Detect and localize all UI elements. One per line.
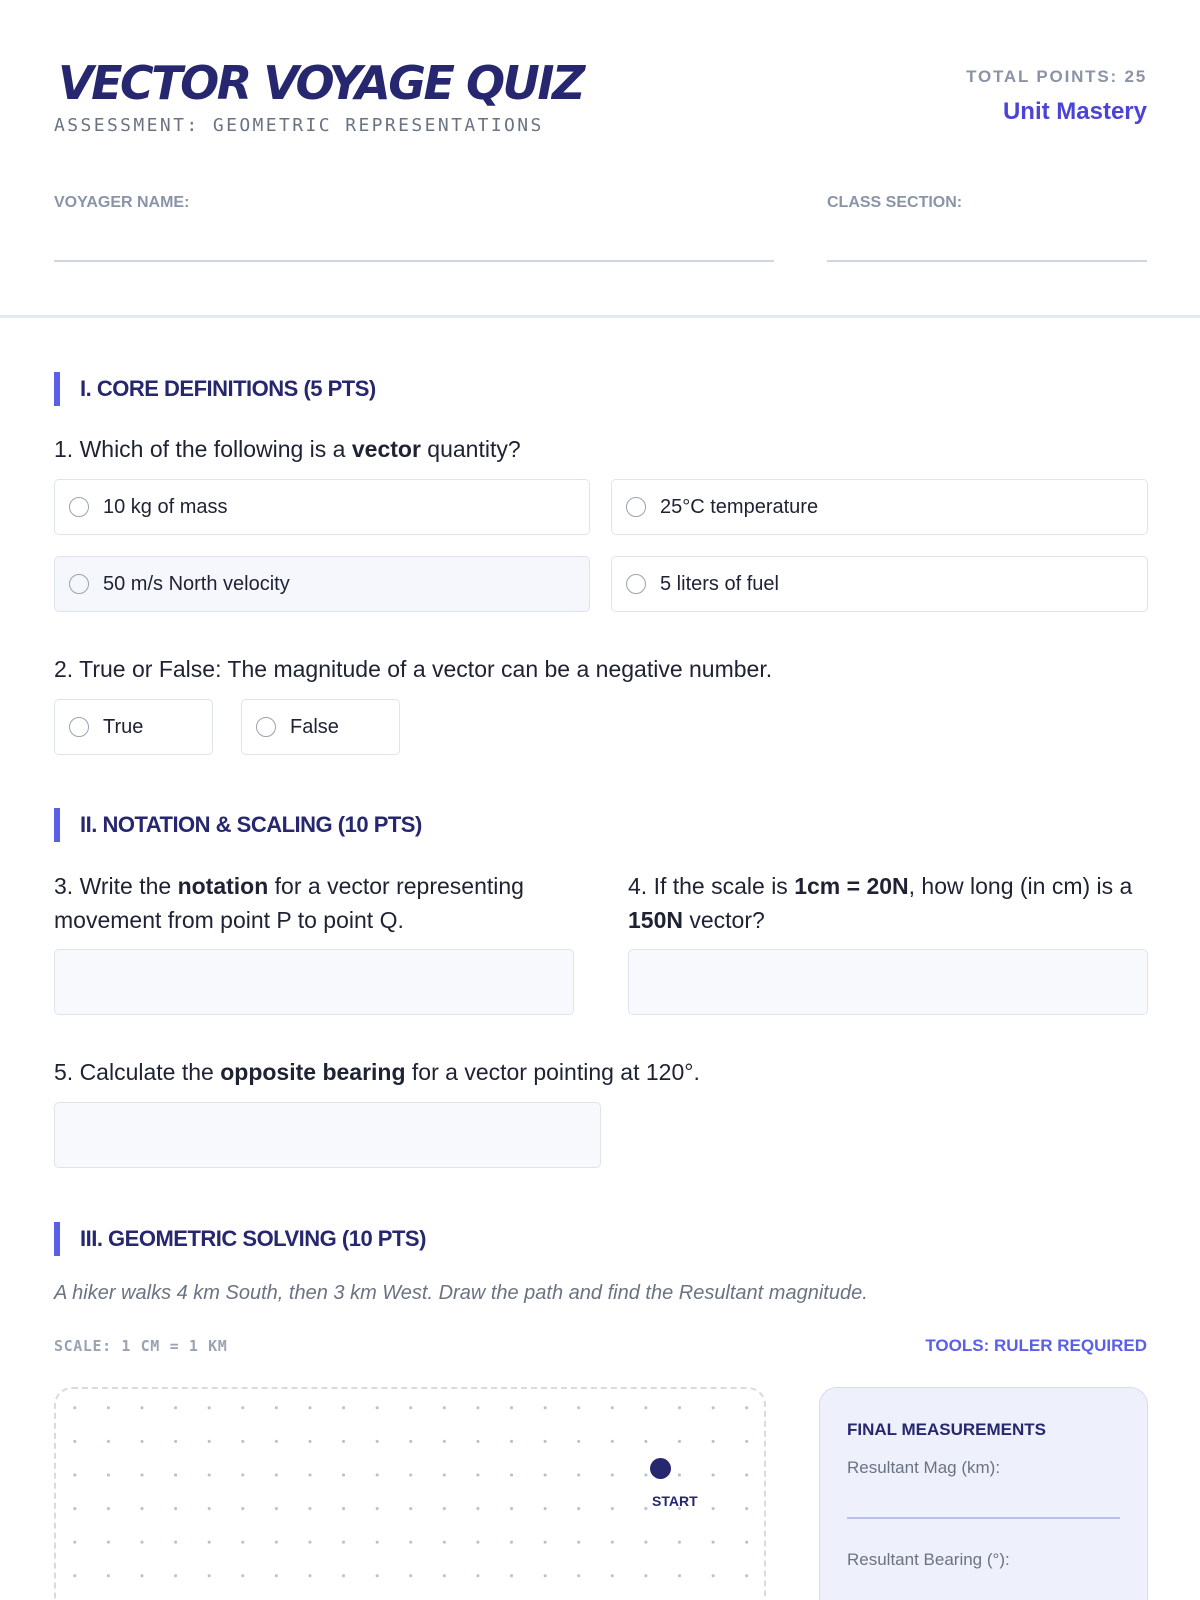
question-2: 2. True or False: The magnitude of a vector can be a negative number. bbox=[54, 656, 773, 682]
resultant-bearing-label: Resultant Bearing (°): bbox=[847, 1550, 1010, 1569]
q1-option-d[interactable] bbox=[611, 556, 1148, 612]
option-label: False bbox=[290, 715, 339, 738]
final-measurements-title: FINAL MEASUREMENTS bbox=[847, 1420, 1046, 1439]
class-section-field[interactable] bbox=[827, 260, 1147, 262]
resultant-magnitude-field[interactable] bbox=[847, 1517, 1120, 1519]
option-label: 25°C temperature bbox=[660, 495, 819, 518]
radio-button[interactable] bbox=[256, 717, 276, 737]
radio-button[interactable] bbox=[69, 574, 89, 594]
option-label: True bbox=[103, 715, 144, 738]
total-points: TOTAL POINTS: 25 bbox=[966, 67, 1147, 86]
resultant-magnitude-label: Resultant Mag (km): bbox=[847, 1458, 1001, 1477]
section-heading-geometric-solving: III. GEOMETRIC SOLVING (10 PTS) bbox=[54, 1222, 426, 1256]
radio-button[interactable] bbox=[69, 497, 89, 517]
quiz-subtitle: ASSESSMENT: GEOMETRIC REPRESENTATIONS bbox=[54, 115, 544, 136]
voyager-name-field[interactable] bbox=[54, 260, 774, 262]
q2-option-true[interactable] bbox=[54, 699, 213, 755]
q1-option-b[interactable] bbox=[611, 479, 1148, 535]
quiz-header bbox=[0, 0, 1200, 318]
section-heading-core-definitions: I. CORE DEFINITIONS (5 PTS) bbox=[54, 372, 376, 406]
question-5: 5. Calculate the opposite bearing for a vector pointing at 120°. bbox=[54, 1059, 700, 1085]
q4-answer-input[interactable] bbox=[628, 949, 1148, 1015]
radio-button[interactable] bbox=[69, 717, 89, 737]
radio-button[interactable] bbox=[626, 497, 646, 517]
q1-option-c[interactable] bbox=[54, 556, 590, 612]
option-label: 10 kg of mass bbox=[103, 495, 228, 518]
start-point-marker bbox=[650, 1458, 671, 1479]
scale-note: SCALE: 1 CM = 1 KM bbox=[54, 1337, 228, 1355]
tools-note: TOOLS: RULER REQUIRED bbox=[925, 1336, 1147, 1355]
question-3: 3. Write the notation for a vector representing movement from point P to point Q. bbox=[54, 873, 524, 933]
radio-button[interactable] bbox=[626, 574, 646, 594]
final-measurements-panel bbox=[819, 1387, 1148, 1600]
option-label: 50 m/s North velocity bbox=[103, 572, 290, 595]
start-label: START bbox=[652, 1493, 698, 1509]
q2-option-false[interactable] bbox=[241, 699, 400, 755]
class-section-label: CLASS SECTION: bbox=[827, 194, 963, 211]
section-heading-notation-scaling: II. NOTATION & SCALING (10 PTS) bbox=[54, 808, 422, 842]
option-label: 5 liters of fuel bbox=[660, 572, 779, 595]
unit-mastery-label: Unit Mastery bbox=[1002, 98, 1147, 125]
q3-answer-input[interactable] bbox=[54, 949, 574, 1015]
question-4: 4. If the scale is 1cm = 20N, how long (in cm) is a 150N vector? bbox=[628, 873, 1133, 933]
voyager-name-label: VOYAGER NAME: bbox=[54, 194, 190, 211]
drawing-grid[interactable] bbox=[54, 1387, 766, 1600]
q1-option-a[interactable] bbox=[54, 479, 590, 535]
q5-answer-input[interactable] bbox=[54, 1102, 601, 1168]
question-1: 1. Which of the following is a vector quantity? bbox=[54, 436, 521, 462]
quiz-title: VECTOR VOYAGE QUIZ bbox=[58, 56, 583, 110]
geometry-prompt: A hiker walks 4 km South, then 3 km West. Draw the path and find the Resultant magnitude. bbox=[54, 1282, 868, 1304]
